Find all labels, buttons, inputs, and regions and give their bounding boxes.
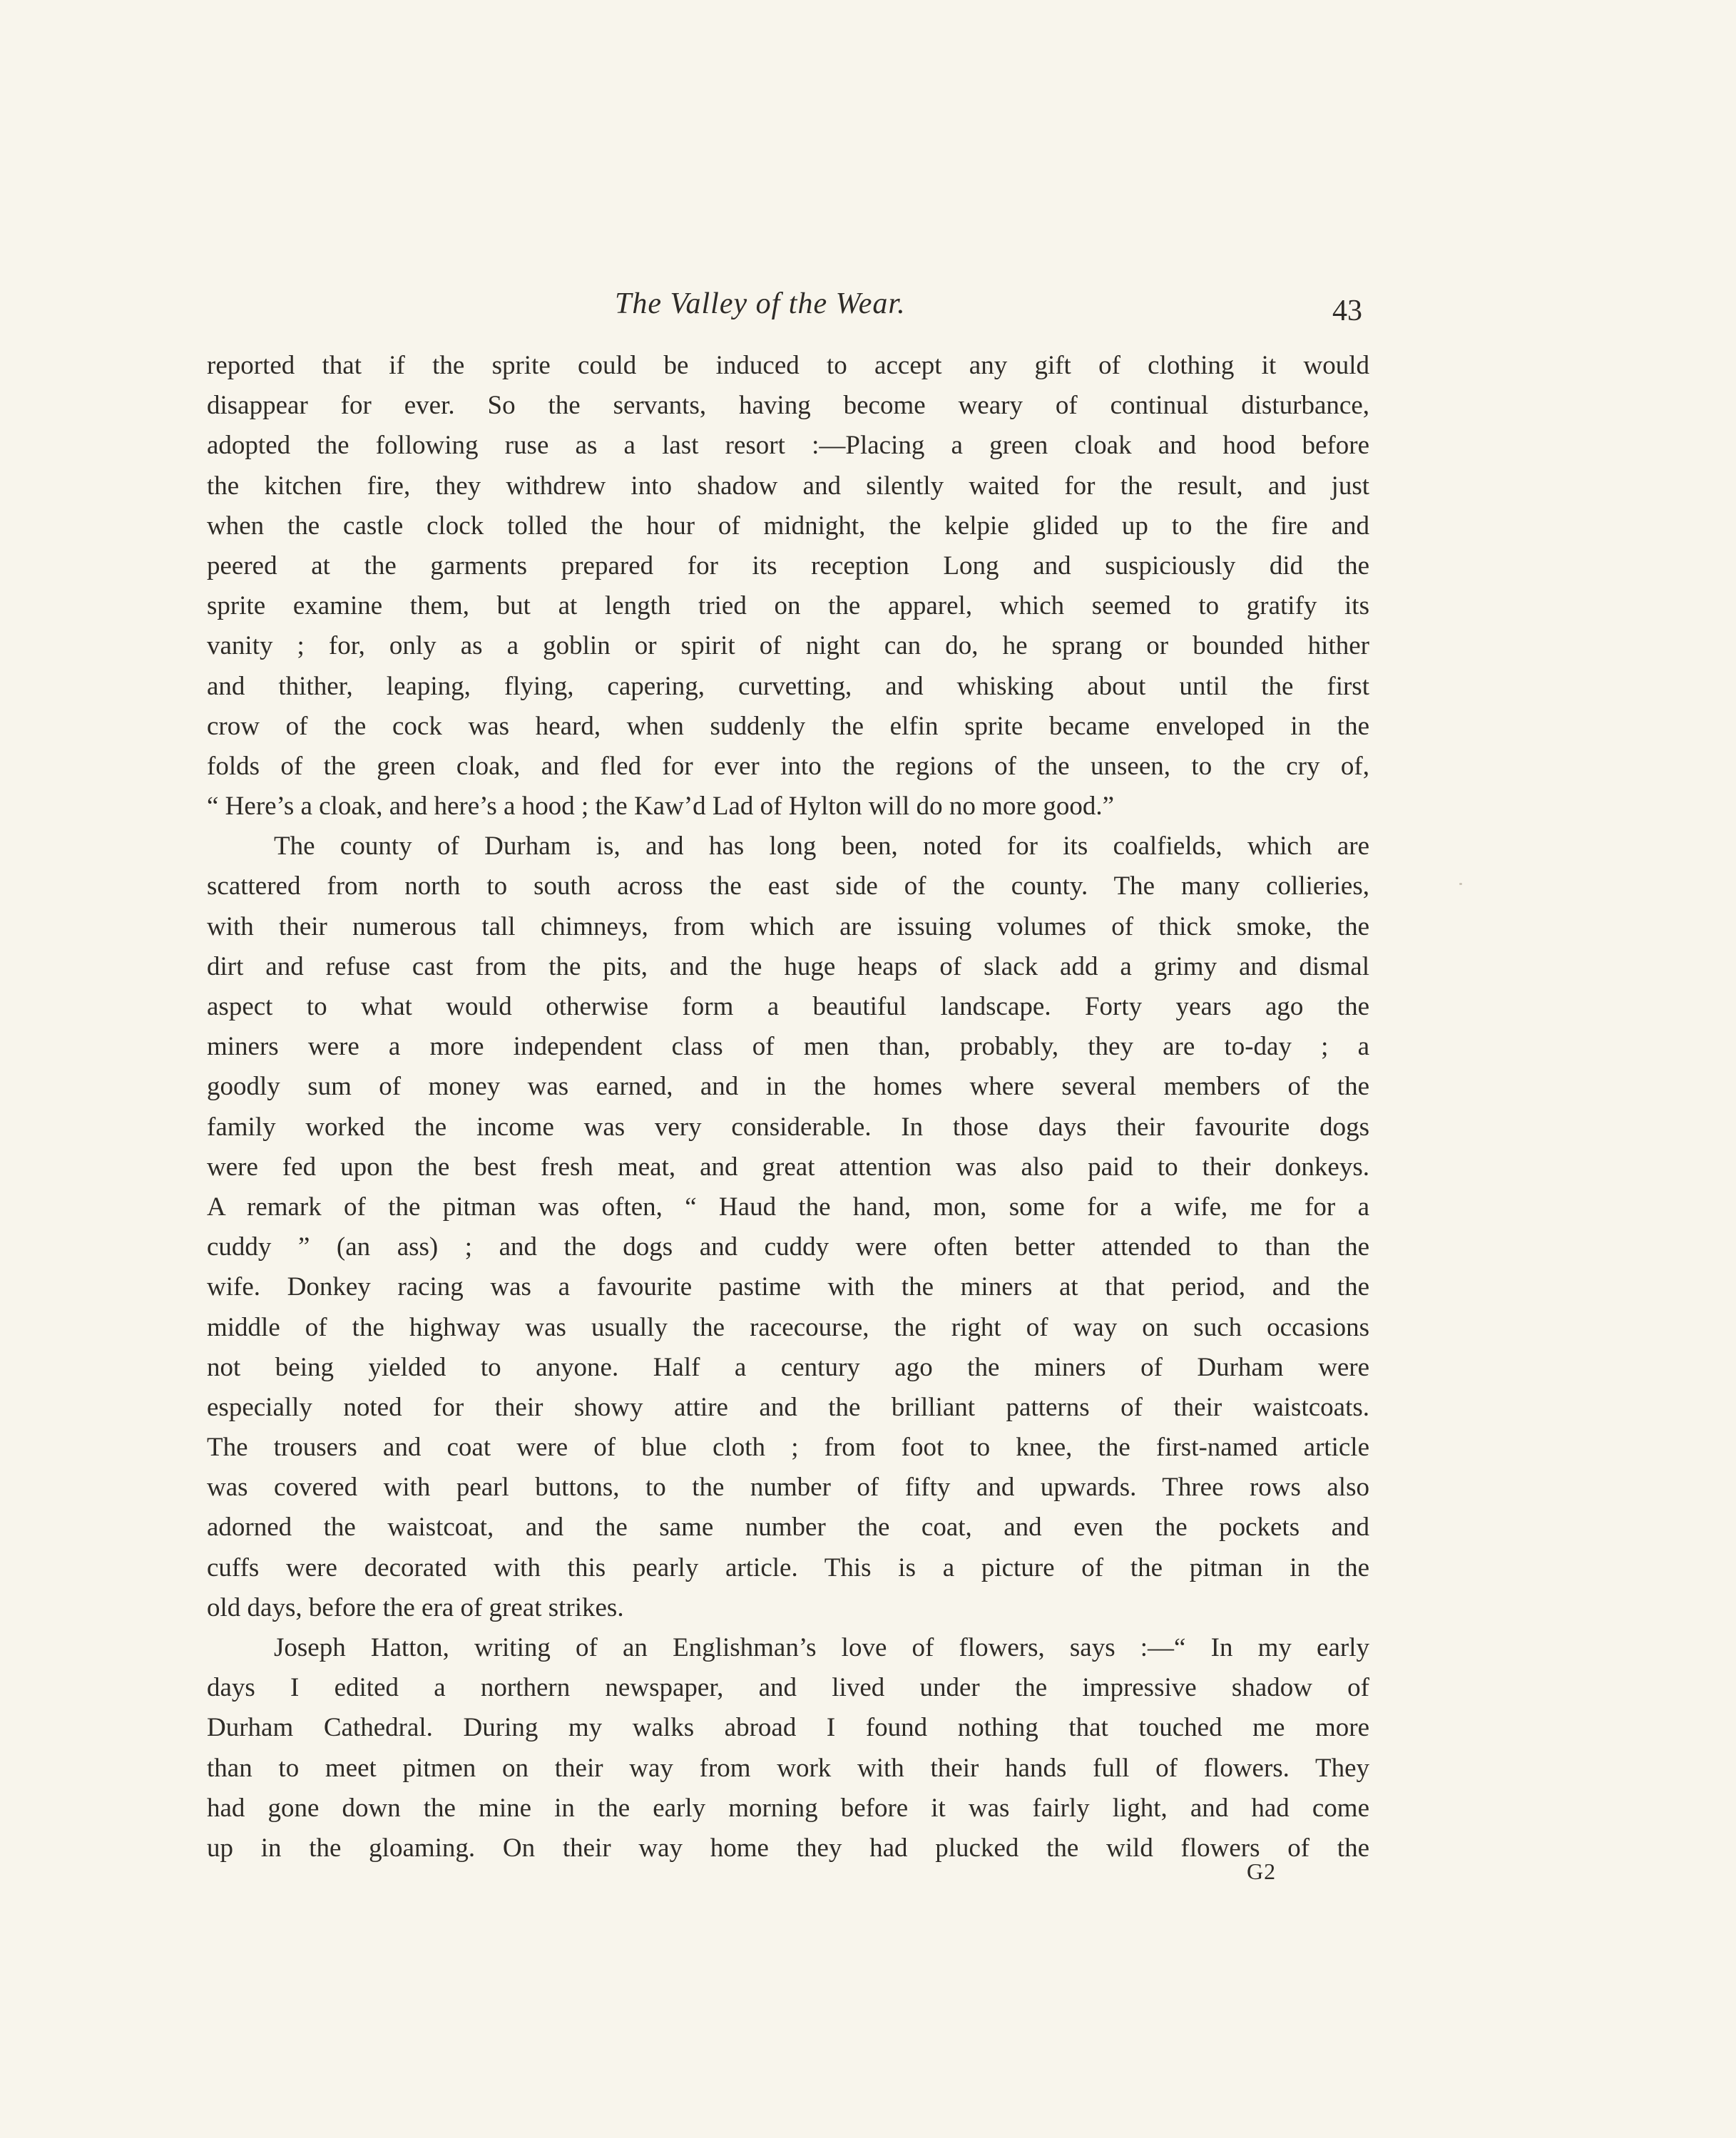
text-line: especially noted for their showy attire and the brilliant patterns of their waistcoats. bbox=[207, 1392, 1369, 1422]
text-line: miners were a more independent class of men than, probably, they are to-day ; a bbox=[207, 1032, 1369, 1062]
text-line: cuddy ” (an ass) ; and the dogs and cuddy were often better attended to than the bbox=[207, 1232, 1369, 1262]
text-line: The trousers and coat were of blue cloth ; from foot to knee, the first-named article bbox=[207, 1433, 1369, 1463]
text-line: the kitchen fire, they withdrew into shadow and silently waited for the result, and just bbox=[207, 471, 1369, 501]
text-line: aspect to what would otherwise form a beautiful landscape. Forty years ago the bbox=[207, 992, 1369, 1021]
body-text bbox=[207, 346, 1369, 1868]
text-line: crow of the cock was heard, when suddenly the elfin sprite became enveloped in the bbox=[207, 711, 1369, 741]
text-line: was covered with pearl buttons, to the number of fifty and upwards. Three rows also bbox=[207, 1473, 1369, 1503]
text-line: “ Here’s a cloak, and here’s a hood ; the Kaw’d Lad of Hylton will do no more good.” bbox=[207, 792, 1115, 822]
text-line: and thither, leaping, flying, capering, curvetting, and whisking about until the first bbox=[207, 671, 1369, 701]
text-line: The county of Durham is, and has long been, noted for its coalfields, which are bbox=[274, 832, 1369, 861]
page-number: 43 bbox=[1332, 295, 1362, 327]
text-line: adopted the following ruse as a last resort :—Placing a green cloak and hood before bbox=[207, 431, 1369, 461]
text-line: had gone down the mine in the early morning before it was fairly light, and had come bbox=[207, 1793, 1369, 1823]
text-line: adorned the waistcoat, and the same number the coat, and even the pockets and bbox=[207, 1513, 1369, 1543]
text-line: cuffs were decorated with this pearly article. This is a picture of the pitman in the bbox=[207, 1553, 1369, 1582]
text-line: not being yielded to anyone. Half a century ago the miners of Durham were bbox=[207, 1352, 1369, 1382]
text-line: disappear for ever. So the servants, having become weary of continual disturbance, bbox=[207, 391, 1369, 421]
running-title: The Valley of the Wear. bbox=[615, 287, 906, 320]
text-line: folds of the green cloak, and fled for ever into the regions of the unseen, to the cry of, bbox=[207, 751, 1369, 781]
signature-mark: G2 bbox=[1247, 1858, 1277, 1884]
text-line: days I edited a northern newspaper, and lived under the impressive shadow of bbox=[207, 1673, 1369, 1703]
text-line: scattered from north to south across the east side of the county. The many collieries, bbox=[207, 871, 1369, 901]
text-line: goodly sum of money was earned, and in the homes where several members of the bbox=[207, 1072, 1369, 1102]
text-line: than to meet pitmen on their way from work with their hands full of flowers. They bbox=[207, 1753, 1369, 1783]
text-line: middle of the highway was usually the racecourse, the right of way on such occasions bbox=[207, 1312, 1369, 1342]
text-line: old days, before the era of great strikes. bbox=[207, 1592, 624, 1622]
text-line: with their numerous tall chimneys, from which are issuing volumes of thick smoke, the bbox=[207, 911, 1369, 941]
text-line: up in the gloaming. On their way home they had plucked the wild flowers of the bbox=[207, 1833, 1369, 1863]
text-line: sprite examine them, but at length tried on the apparel, which seemed to gratify its bbox=[207, 591, 1369, 621]
text-line: A remark of the pitman was often, “ Haud the hand, mon, some for a wife, me for a bbox=[207, 1192, 1369, 1222]
text-line: reported that if the sprite could be induced to accept any gift of clothing it would bbox=[207, 351, 1369, 380]
text-line: Durham Cathedral. During my walks abroad I found nothing that touched me more bbox=[207, 1713, 1369, 1743]
text-line: peered at the garments prepared for its reception Long and suspiciously did the bbox=[207, 551, 1369, 580]
running-head bbox=[0, 287, 1736, 337]
text-line: were fed upon the best fresh meat, and great attention was also paid to their donkeys. bbox=[207, 1152, 1369, 1182]
text-line: dirt and refuse cast from the pits, and the huge heaps of slack add a grimy and dismal bbox=[207, 951, 1369, 981]
text-line: family worked the income was very considerable. In those days their favourite dogs bbox=[207, 1112, 1369, 1142]
text-line: Joseph Hatton, writing of an Englishman’s love of flowers, says :—“ In my early bbox=[274, 1633, 1369, 1662]
text-line: when the castle clock tolled the hour of midnight, the kelpie glided up to the fire and bbox=[207, 511, 1369, 541]
paper-speck bbox=[1459, 883, 1462, 885]
text-line: vanity ; for, only as a goblin or spirit of night can do, he sprang or bounded hither bbox=[207, 631, 1369, 661]
text-line: wife. Donkey racing was a favourite pastime with the miners at that period, and the bbox=[207, 1272, 1369, 1302]
